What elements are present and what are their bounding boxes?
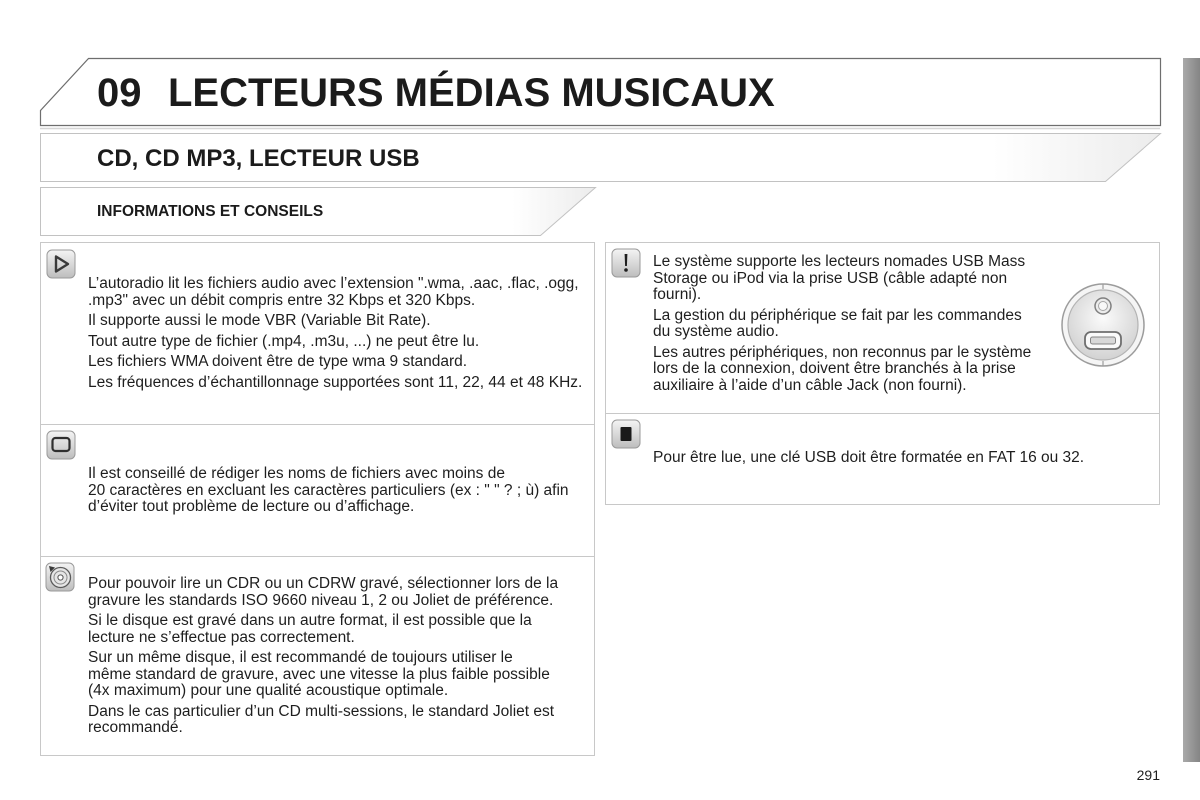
paragraph: Pour pouvoir lire un CDR ou un CDRW gravé, sélectionner lors de la gravure les standards ISO 9660 niveau 1, 2 ou Joliet de préférence.	[88, 575, 559, 609]
paragraph: Sur un même disque, il est recommandé de toujours utiliser le même standard de gravure, avec une vitesse la plus faible possible (4x maximum) pour une qualité acoustique optimale.	[88, 649, 550, 699]
chapter-title: LECTEURS MÉDIAS MUSICAUX	[168, 71, 775, 115]
paragraph: L’autoradio lit les fichiers audio avec l’extension ".wma, .aac, .flac, .ogg, .mp3" avec un débit compris entre 32 Kbps et 320 Kbps.	[88, 275, 579, 309]
chapter-number: 09	[97, 71, 142, 115]
left-block-3-text	[88, 576, 594, 741]
paragraph: Il est conseillé de rédiger les noms de fichiers avec moins de 20 caractères en excluant les caractères particuliers (ex : " " ? ; ù) afin d’éviter tout problème de lecture ou d’affichage.	[88, 465, 569, 515]
section-title: CD, CD MP3, LECTEUR USB	[97, 145, 420, 172]
left-block-2-text	[88, 466, 594, 520]
paragraph: Les fréquences d’échantillonnage supportées sont 11, 22, 44 et 48 KHz.	[88, 373, 583, 391]
paragraph: Le système supporte les lecteurs nomades USB Mass Storage ou iPod via la prise USB (câble adapté non fourni).	[653, 253, 1026, 303]
right-block-1-text	[653, 254, 1055, 398]
paragraph: Si le disque est gravé dans un autre format, il est possible que la lecture ne s’effectue pas correctement.	[88, 612, 532, 646]
paragraph: Les fichiers WMA doivent être de type wma 9 standard.	[88, 353, 468, 370]
page-number: 291	[1136, 767, 1160, 783]
paragraph: Il supporte aussi le mode VBR (Variable Bit Rate).	[88, 312, 431, 329]
paragraph: Pour être lue, une clé USB doit être formatée en FAT 16 ou 32.	[653, 449, 1085, 466]
paragraph: La gestion du périphérique se fait par les commandes du système audio.	[653, 306, 1022, 340]
paragraph: Les autres périphériques, non reconnus par le système lors de la connexion, doivent être branchés à la prise auxiliaire à l’aide d’un câble Jack (non fourni).	[653, 343, 1032, 394]
paragraph: Tout autre type de fichier (.mp4, .m3u, ...) ne peut être lu.	[88, 332, 480, 350]
screen-rectangle-icon	[46, 430, 76, 460]
black-square-icon	[611, 419, 641, 449]
left-block-1-text	[88, 276, 594, 395]
exclamation-icon	[611, 248, 641, 278]
play-triangle-icon	[46, 249, 76, 279]
subsection-title: INFORMATIONS ET CONSEILS	[97, 203, 324, 220]
usb-port-illustration	[1060, 282, 1146, 368]
disc-icon	[45, 562, 75, 592]
paragraph: Dans le cas particulier d’un CD multi-sessions, le standard Joliet est recommandé.	[88, 702, 555, 736]
right-block-2-text	[653, 450, 1153, 471]
chapter-tab	[1183, 58, 1200, 762]
